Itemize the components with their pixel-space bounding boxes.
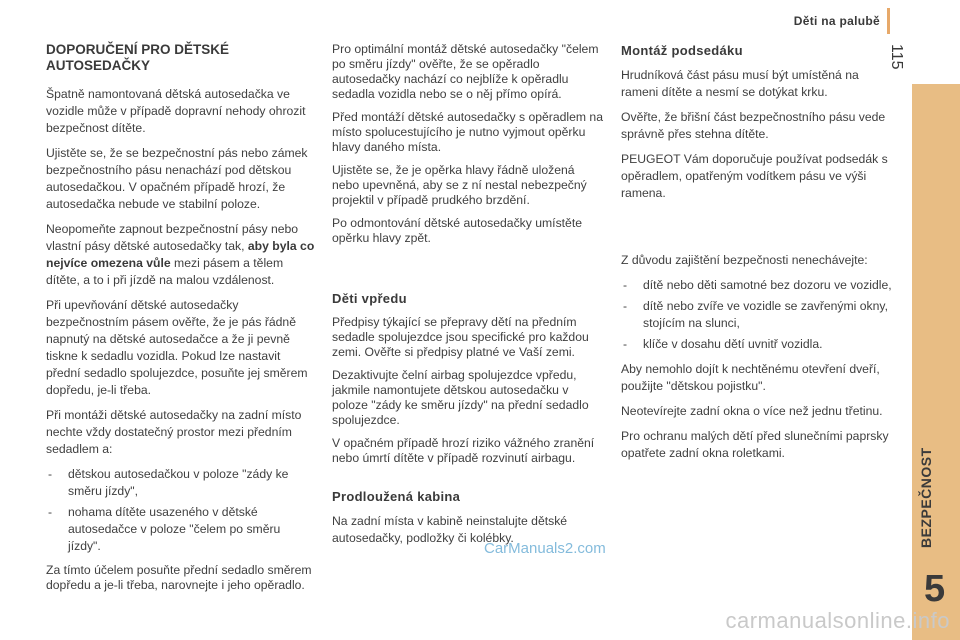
paragraph: Neotevírejte zadní okna o více než jednu třetinu. [621, 404, 883, 418]
page-number: 115 [888, 44, 905, 70]
paragraph: PEUGEOT Vám doporučuje používat podsedák s opěradlem, opatřeným vodítkem pásu ve výši ramena. [621, 152, 888, 200]
paragraph: Po odmontování dětské autosedačky umístěte opěrku hlavy zpět. [332, 216, 582, 245]
list-item: - klíče v dosahu dětí uvnitř vozidla. [621, 336, 893, 353]
watermark-footer: carmanualsonline.info [725, 608, 950, 633]
paragraph: Při montáži dětské autosedačky na zadní místo nechte vždy dostatečný prostor mezi předním sedadlem a: [46, 408, 302, 456]
paragraph: Dezaktivujte čelní airbag spolujezdce vpředu, jakmile namontujete dětskou autosedačku v poloze "zády ke směru jízdy" na přední sedadlo spolujezdce. [332, 368, 589, 427]
chapter-title: Děti na palubě [793, 14, 880, 28]
chapter-label: BEZPEČNOST [918, 447, 934, 548]
chapter-number: 5 [924, 568, 946, 610]
list-item: - dítě nebo děti samotné bez dozoru ve vozidle, [621, 277, 893, 294]
subsection-heading-front: Děti vpředu [332, 291, 407, 306]
paragraph: Na zadní místa v kabině neinstalujte dětské autosedačky, podložky či kolébky. [332, 514, 568, 545]
emphasis: aby byla co nejvíce omezena vůle [46, 239, 315, 270]
dash-list [46, 466, 316, 555]
paragraph: Aby nemohlo dojít k nechtěnému otevření dveří, použijte "dětskou pojistku". [621, 362, 880, 393]
paragraph: Neopomeňte zapnout bezpečnostní pásy nebo vlastní pásy dětské autosedačky tak, aby byla co nejvíce omezena vůle mezi pásem a tělem dítěte, a to i při jízdě na malou vzdálenost. [46, 222, 315, 287]
paragraph: Pro optimální montáž dětské autosedačky "čelem po směru jízdy" ověřte, že se opěradlo autosedačky nachází co nejblíže k opěradlu sedadla vozidla nebo se o něj přímo opírá. [332, 42, 599, 101]
subsection-heading-booster: Montáž podsedáku [621, 43, 743, 58]
header-accent-rule [887, 8, 890, 34]
paragraph: Ujistěte se, že je opěrka hlavy řádně uložená nebo upevněná, aby se z ní nestal nebezpečný projektil v případě prudkého brzdění. [332, 163, 587, 207]
list-item: - dítě nebo zvíře ve vozidle se zavřenými okny, stojícím na slunci, [621, 298, 893, 332]
column-left [46, 42, 316, 601]
paragraph: Hrudníková část pásu musí být umístěná na rameni dítěte a nesmí se dotýkat krku. [621, 68, 859, 99]
paragraph: Ujistěte se, že se bezpečnostní pás nebo zámek bezpečnostního pásu nenachází pod dětskou autosedačkou. V opačném případě hrozí, že autosedačka nebude ve stabilní poloze. [46, 146, 308, 211]
dash-list [621, 277, 893, 353]
column-middle [332, 42, 604, 555]
section-heading: DOPORUČENÍ PRO DĚTSKÉ AUTOSEDAČKY [46, 42, 230, 73]
paragraph: Pro ochranu malých dětí před slunečními paprsky opatřete zadní okna roletkami. [621, 429, 889, 460]
subsection-heading-cab: Prodloužená kabina [332, 489, 461, 504]
page-header [0, 0, 890, 36]
paragraph: V opačném případě hrozí riziko vážného zranění nebo úmrtí dítěte v případě rozvinutí airbagu. [332, 436, 595, 465]
paragraph: Z důvodu zajištění bezpečnosti nenechávejte: [621, 253, 868, 267]
chapter-side-tab [912, 84, 960, 640]
paragraph: Předpisy týkající se přepravy dětí na předním sedadle spolujezdce jsou specifické pro každou zemi. Ověřte si předpisy platné ve Vaší zemi. [332, 315, 589, 359]
paragraph: Ověřte, že břišní část bezpečnostního pásu vede správně přes stehna dítěte. [621, 110, 886, 141]
paragraph: Špatně namontovaná dětská autosedačka ve vozidle může v případě dopravní nehody ohrozit bezpečnost dítěte. [46, 87, 306, 135]
paragraph: Při upevňování dětské autosedačky bezpečnostním pásem ověřte, že je pás řádně napnutý na dětské autosedačce a že ji pevně tiskne k sedadlu vozidla. Pokud lze nastavit přední sedadlo spolujezdce, posuňte jej směrem dopředu, je-li třeba. [46, 298, 308, 397]
list-item: - nohama dítěte usazeného v dětské autosedačce v poloze "čelem po směru jízdy". [46, 504, 316, 555]
paragraph: Za tímto účelem posuňte přední sedadlo směrem dopředu a je-li třeba, narovnejte i jeho opěradlo. [46, 563, 312, 592]
paragraph: Před montáží dětské autosedačky s opěradlem na místo spolucestujícího je nutno vyjmout opěrku hlavy daného místa. [332, 110, 603, 154]
watermark-center: CarManuals2.com [484, 540, 606, 557]
list-item: - dětskou autosedačkou v poloze "zády ke směru jízdy", [46, 466, 316, 500]
column-right [621, 42, 893, 470]
